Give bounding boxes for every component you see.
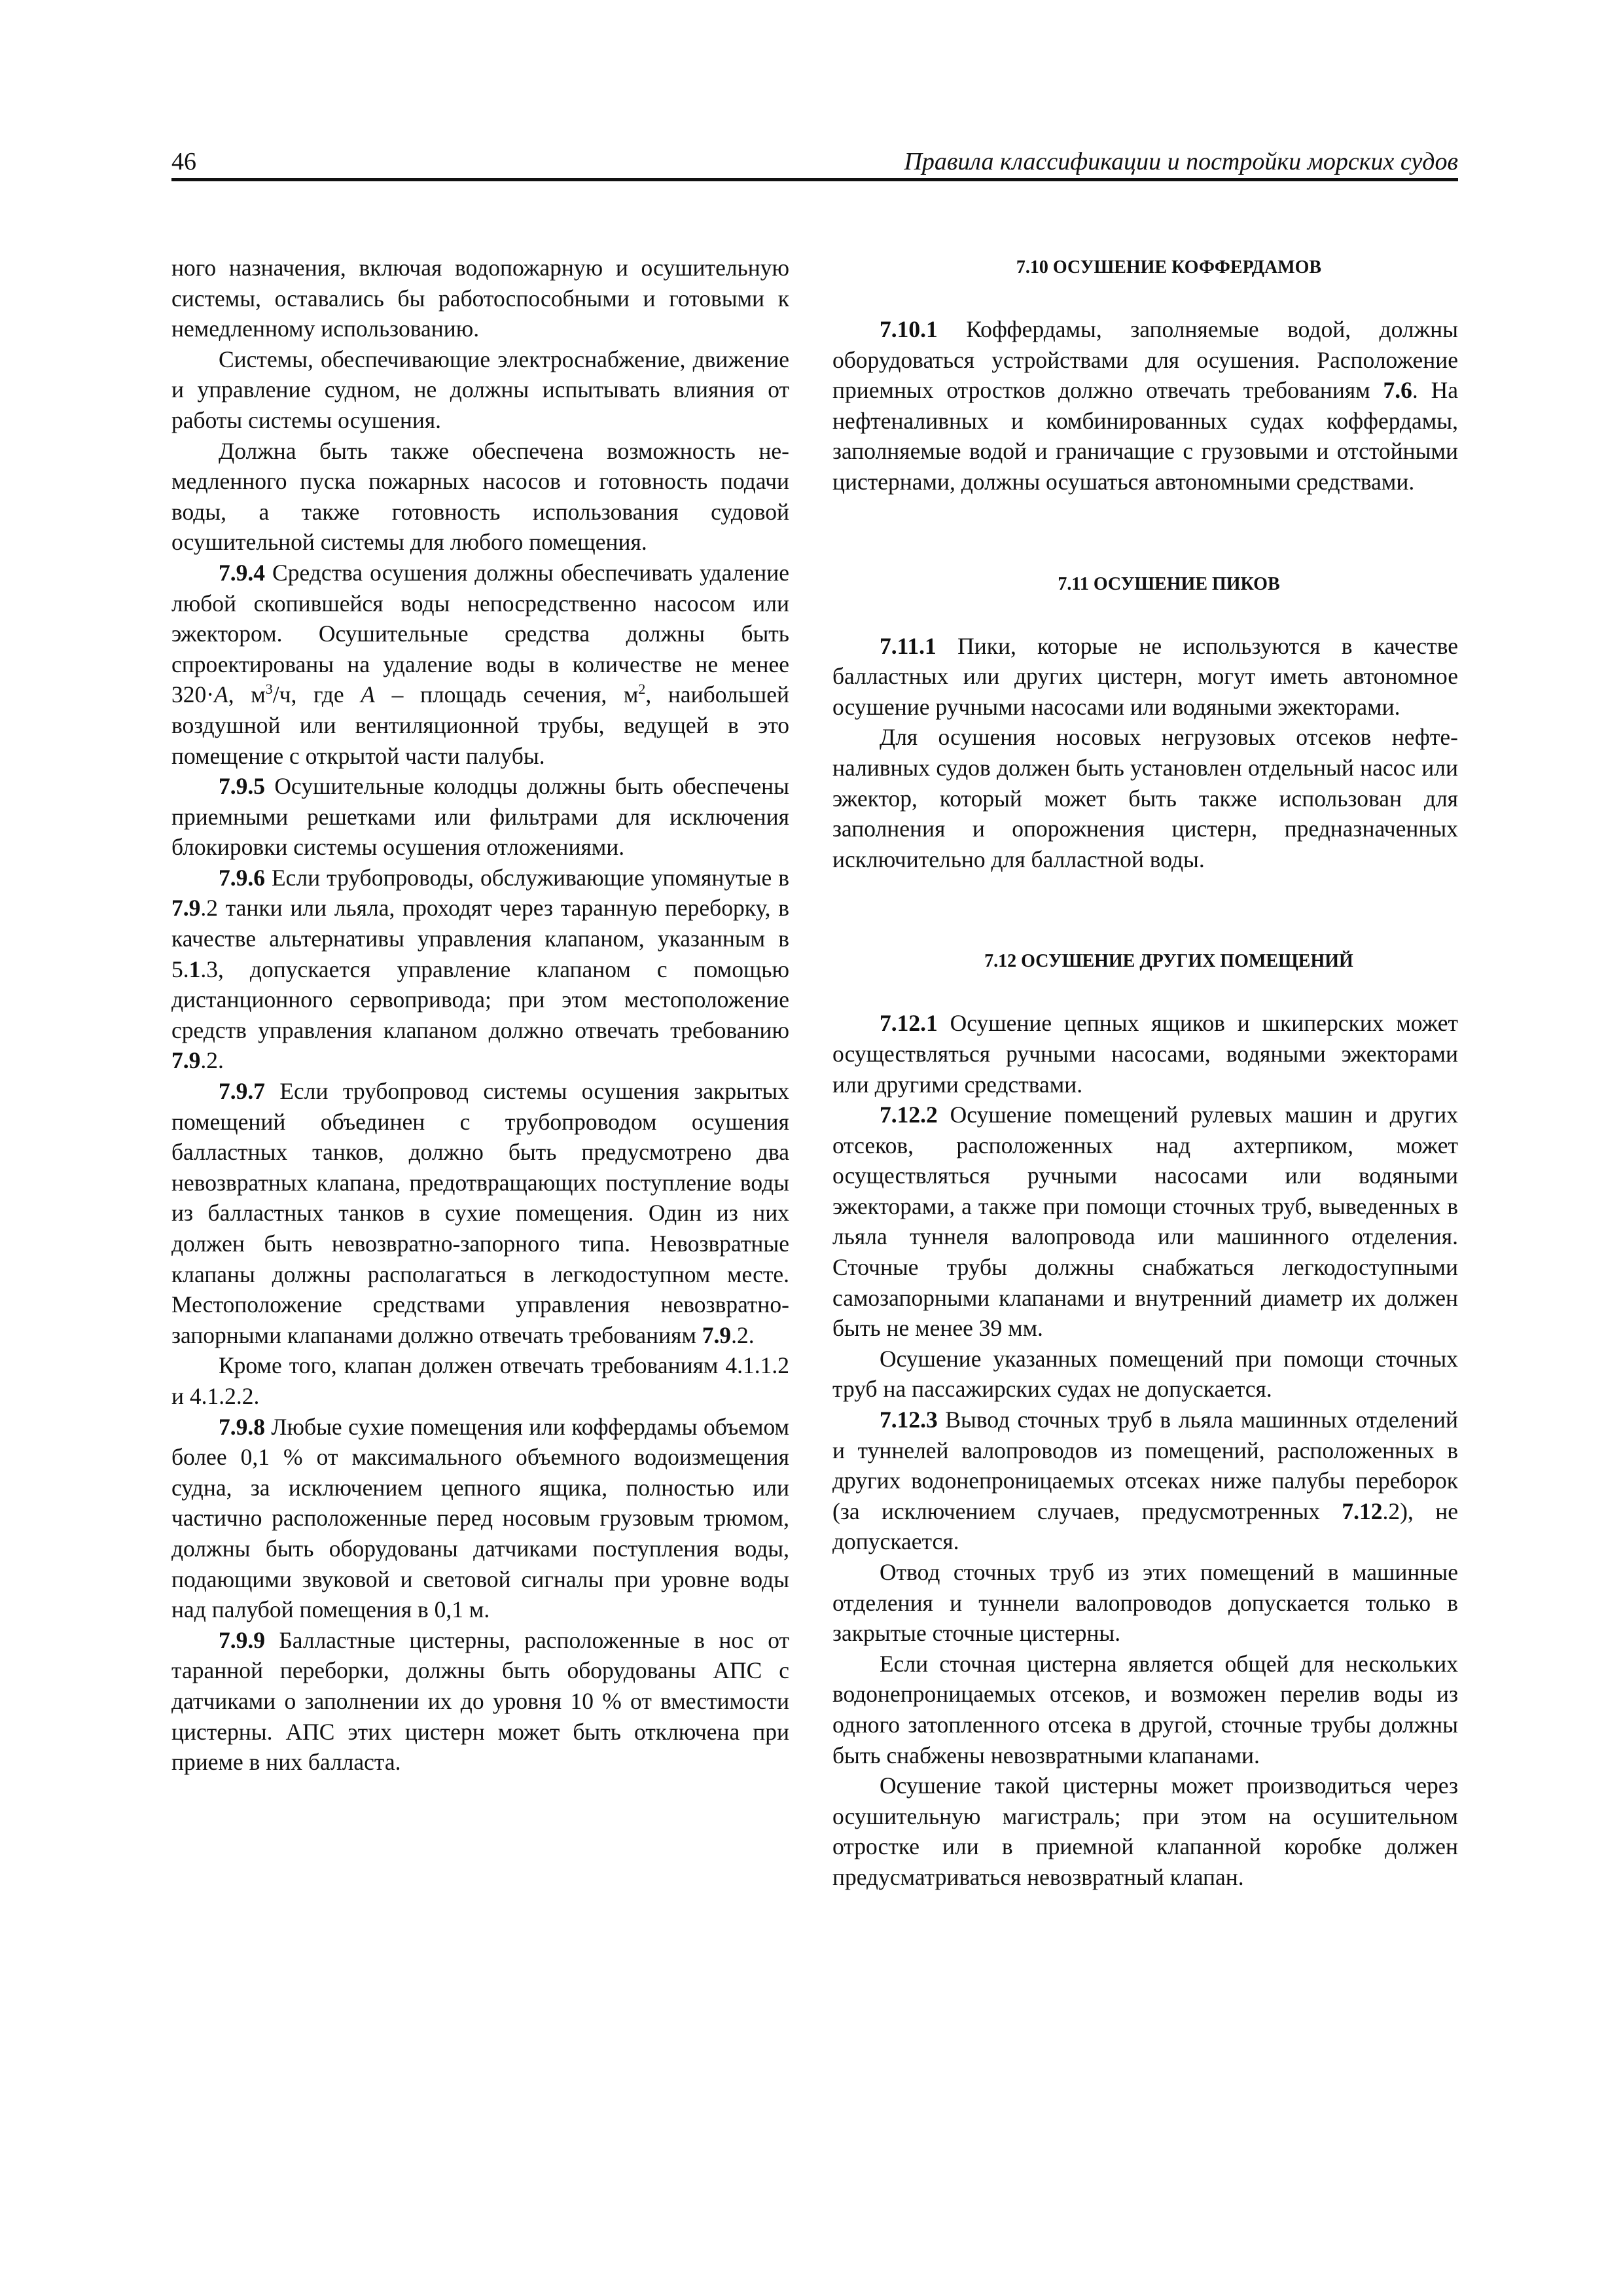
clause-text: Средства осушения должны обеспечивать удаление любой скопившейся воды непосредственно насосом или эжектором. Осушительные средства должны быть спроектированы на удаление воды в количестве не менее 320· xyxy=(171,559,789,708)
clause-reference: 7.6 xyxy=(1383,377,1412,404)
clause-text: . На нефтеналивных и комбинированных судах коффердамы, заполняемые водой и граничащие с грузовыми и отстойными цистернами, должны осушаться автономными средствами. xyxy=(832,377,1458,495)
clause-text: .3, допускается управление клапаном с помощью дистанционного сервопривода; при этом местоположение средств управления клапаном должно отвечать требованию xyxy=(171,956,789,1043)
clause-reference: 7.9 xyxy=(171,895,201,922)
clause-text: Осушение помещений рулевых машин и других отсеков, расположенных над ахтерпиком, может осуществляться ручными насосами или водяными эжекторами, а также при помощи сточных труб, выведенных в льяла туннеля валопровода или машинного отделения. Сточные трубы должны снабжаться легкодоступными самозапорными клапанами и внутренний диаметр их должен быть не менее 39 мм. xyxy=(832,1102,1458,1342)
clause-number: 7.12.2 xyxy=(880,1102,938,1128)
paragraph: Для осушения носовых негрузовых отсеков нефтеналивных судов должен быть установлен отдельный насос или эжектор, который может быть также использован для заполнения и опорожнения цистерн, предназначенных исключительно для балластной воды. xyxy=(832,724,1458,872)
clause-number: 7.9.5 xyxy=(219,773,265,800)
right-column xyxy=(832,253,1458,1893)
clause-number: 7.9.8 xyxy=(219,1413,265,1440)
clause-text: Балластные цистерны, расположенные в нос от таранной переборки, должны быть оборудованы АПС с датчиками о заполнении их до уровня 10 % от вместимости цистерны. АПС этих цистерн может быть отключена при приеме в них балласта. xyxy=(171,1626,789,1776)
page-number: 46 xyxy=(171,148,196,175)
paragraph: Если сточная цистерна является общей для нескольких водонепроницаемых отсеков, и возможен перелив воды из одного затопленного отсека в другой, сточные трубы должны быть снабжены невозвратными клапанами. xyxy=(832,1650,1458,1768)
clause-7-10-1 xyxy=(832,314,1458,497)
variable: A xyxy=(214,681,228,708)
clause-number: 7.12.3 xyxy=(880,1407,938,1433)
clause-7-9-6 xyxy=(171,863,789,1076)
paragraph: Осушение указанных помещений при помощи сточных труб на пассажирских судах не допускается. xyxy=(832,1345,1458,1403)
clause-text: Любые сухие помещения или коффердамы объемом более 0,1 % от максимального объемного водоизмещения судна, за исключением цепного ящика, полностью или частично расположенные перед носовым грузовым трюмом, должны быть оборудованы датчиками поступления воды, подающими звуковой и световой сигналы при уровне воды над палубой помещения в 0,1 м. xyxy=(171,1413,789,1623)
clause-number: 7.9.9 xyxy=(219,1626,265,1653)
clause-7-9-5 xyxy=(171,771,789,863)
clause-text: .2. xyxy=(200,1047,224,1074)
paragraph: Кроме того, клапан должен отвечать требованиям 4.1.1.2 и 4.1.2.2. xyxy=(171,1352,789,1409)
clause-reference: 7.9 xyxy=(702,1321,732,1348)
paragraph: Должна быть также обеспечена возможность немедленного пуска пожарных насосов и готовность подачи воды, а также готовность использования судовой осушительной системы для любого помещения. xyxy=(171,437,789,556)
clause-text: Вывод сточных труб в льяла машинных отделений и туннелей валопроводов из помещений, расположенных в других водонепроницаемых отсеках ниже палубы переборок (за исключением случаев, предусмотренных xyxy=(832,1407,1458,1524)
clause-7-12-3 xyxy=(832,1405,1458,1557)
header-rule xyxy=(171,178,1458,181)
superscript: 2 xyxy=(638,681,646,698)
paragraph: Отвод сточных труб из этих помещений в машинные отделения и туннели валопроводов допускается только в закрытые сточные цистерны. xyxy=(832,1559,1458,1647)
clause-text: – площадь сечения, м xyxy=(374,681,639,708)
clause-reference: 7.9 xyxy=(171,1047,201,1074)
clause-7-9-9 xyxy=(171,1625,789,1778)
variable: A xyxy=(361,681,375,708)
clause-7-12-2 xyxy=(832,1100,1458,1344)
clause-7-9-8 xyxy=(171,1412,789,1625)
clause-reference: 7.12 xyxy=(1342,1498,1383,1524)
clause-number: 7.10.1 xyxy=(880,316,938,342)
clause-reference: 1 xyxy=(188,956,201,982)
left-column xyxy=(171,253,789,1778)
clause-number: 7.12.1 xyxy=(880,1010,938,1037)
clause-number: 7.9.6 xyxy=(219,864,265,891)
paragraph: Осушение такой цистерны может производиться через осушительную магистраль; при этом на осушительном отростке или в приемной клапанной коробке должен предусматриваться невозвратный клапан. xyxy=(832,1772,1458,1890)
page-header xyxy=(171,145,1458,178)
superscript: 3 xyxy=(265,681,273,698)
clause-text: , м xyxy=(228,681,266,708)
clause-7-12-1 xyxy=(832,1008,1458,1100)
section-heading: 7.11 ОСУШЕНИЕ ПИКОВ xyxy=(1058,573,1280,594)
clause-text: Если трубопроводы, обслуживающие упомянутые в xyxy=(265,864,789,891)
clause-text: Осушительные колодцы должны быть обеспечены приемными решетками или фильтрами для исключения блокировки системы осушения отложениями. xyxy=(171,773,789,861)
running-title: Правила классификации и постройки морских судов xyxy=(904,148,1458,175)
section-heading: 7.10 ОСУШЕНИЕ КОФФЕРДАМОВ xyxy=(1016,257,1322,278)
clause-number: 7.9.7 xyxy=(219,1078,265,1105)
paragraph: ного назначения, включая водопожарную и осушительную системы, оставались бы работоспособными и готовыми к немедленному использованию. xyxy=(171,255,789,342)
clause-text: .2 танки или льяла, проходят через таранную переборку, в качестве альтернативы управления клапаном, указанным в 5. xyxy=(171,895,789,982)
clause-text: .2), не допускается. xyxy=(832,1498,1458,1555)
clause-text: Пики, которые не используются в качестве балластных или других цистерн, могут иметь автономное осушение ручными насосами или водяными эжекторами. xyxy=(832,632,1458,720)
clause-number: 7.9.4 xyxy=(219,559,265,586)
paragraph: Системы, обеспечивающие электроснабжение, движение и управление судном, не должны испытывать влияния от работы системы осушения. xyxy=(171,346,789,433)
clause-7-9-7 xyxy=(171,1076,789,1350)
clause-text: .2. xyxy=(731,1321,755,1348)
clause-number: 7.11.1 xyxy=(880,632,936,659)
clause-text: Коффердамы, заполняемые водой, должны оборудоваться устройствами для осушения. Расположение приемных отростков должно отвечать требованиям xyxy=(832,316,1458,404)
clause-7-11-1 xyxy=(832,631,1458,723)
clause-text: Осушение цепных ящиков и шкиперских может осуществляться ручными насосами, водяными эжекторами или другими средствами. xyxy=(832,1010,1458,1098)
section-heading: 7.12 ОСУШЕНИЕ ДРУГИХ ПОМЕЩЕНИЙ xyxy=(984,951,1353,972)
clause-7-9-4 xyxy=(171,558,789,771)
clause-text: Если трубопровод системы осушения закрытых помещений объединен с трубопроводом осушения балластных танков, должно быть предусмотрено два невозвратных клапана, предотвращающих поступление воды из балластных танков в сухие помещения. Один из них должен быть невозвратно-запорного типа. Невозвратные клапаны должны располагаться в легкодоступном месте. Местоположение средствами управления невозвратно-запорными клапанами должно отвечать требованиям xyxy=(171,1078,789,1348)
clause-text: /ч, где xyxy=(272,681,361,708)
clause-text: , наибольшей воздушной или вентиляционной трубы, ведущей в это помещение с открытой части палубы. xyxy=(171,681,789,769)
